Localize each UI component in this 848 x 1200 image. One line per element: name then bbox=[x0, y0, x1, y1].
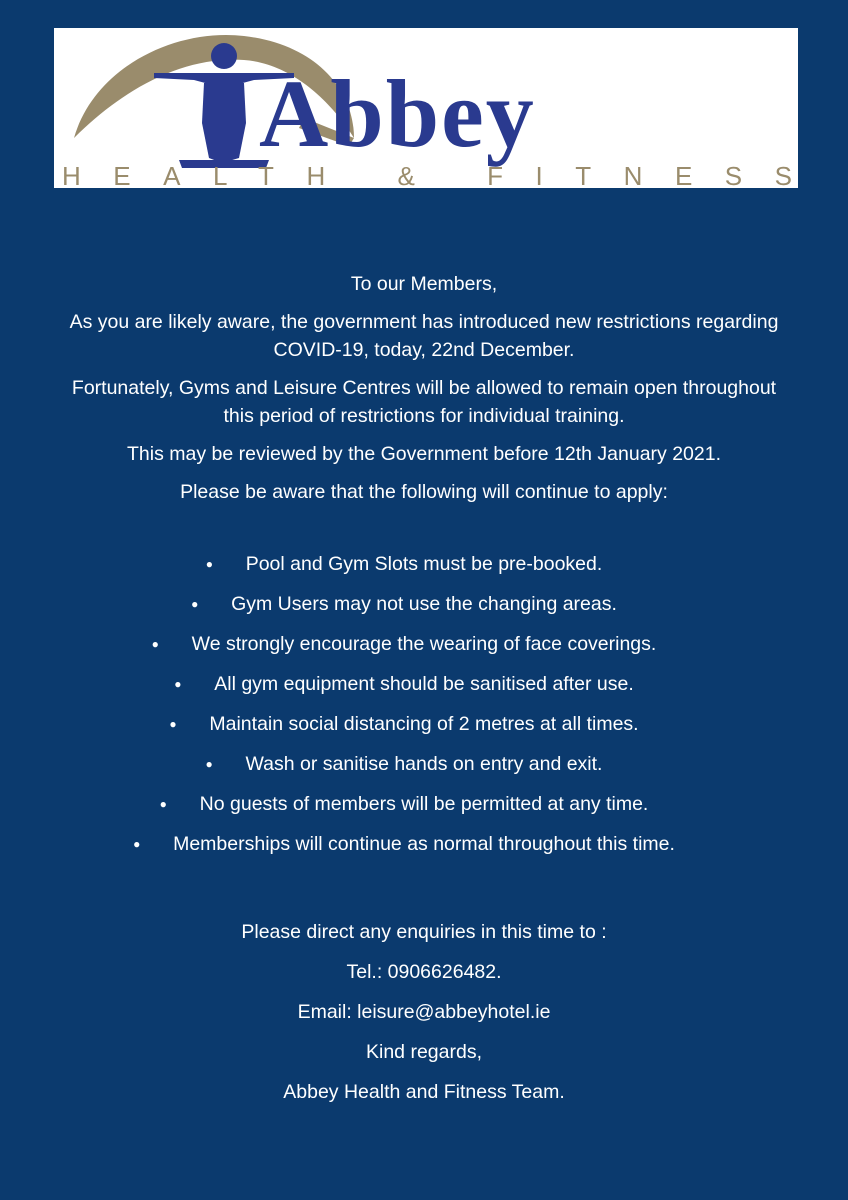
rule-text: Memberships will continue as normal throughout this time. bbox=[173, 833, 675, 855]
paragraph-review-date: This may be reviewed by the Government before 12th January 2021. bbox=[127, 443, 721, 465]
list-item: ● Maintain social distancing of 2 metres at all times. bbox=[169, 713, 639, 735]
paragraph-restrictions: As you are likely aware, the government has introduced new restrictions regarding COVID-19, today, 22nd December. bbox=[69, 311, 779, 361]
rule-text: We strongly encourage the wearing of face coverings. bbox=[191, 633, 657, 655]
list-item: ● Wash or sanitise hands on entry and exit. bbox=[205, 753, 603, 775]
rule-text: Maintain social distancing of 2 metres at all times. bbox=[209, 713, 639, 735]
signature: Abbey Health and Fitness Team. bbox=[283, 1081, 565, 1103]
paragraph-gyms-open: Fortunately, Gyms and Leisure Centres will be allowed to remain open throughout this period of restrictions for individual training. bbox=[71, 377, 777, 427]
rule-text: Gym Users may not use the changing areas. bbox=[231, 593, 617, 615]
letter-body bbox=[0, 270, 848, 1106]
contact-email: Email: leisure@abbeyhotel.ie bbox=[297, 1001, 551, 1023]
logo-wordmark: Abbey bbox=[259, 60, 536, 167]
list-item: ● No guests of members will be permitted at any time. bbox=[159, 793, 649, 815]
rule-text: All gym equipment should be sanitised after use. bbox=[214, 673, 634, 695]
logo-tagline: HEALTH & FITNESS bbox=[62, 161, 793, 188]
rules-list bbox=[0, 544, 848, 864]
contact-intro: Please direct any enquiries in this time to : bbox=[241, 921, 607, 943]
contact-phone: Tel.: 0906626482. bbox=[346, 961, 502, 983]
rule-text: No guests of members will be permitted at any time. bbox=[199, 793, 649, 815]
list-item: ● Pool and Gym Slots must be pre-booked. bbox=[205, 553, 603, 575]
list-item: ● All gym equipment should be sanitised after use. bbox=[174, 673, 634, 695]
logo-figure-head bbox=[211, 43, 237, 69]
list-item: ● Gym Users may not use the changing areas. bbox=[191, 593, 617, 615]
list-item: ● Memberships will continue as normal throughout this time. bbox=[133, 833, 675, 855]
logo bbox=[54, 28, 798, 188]
list-item: ● We strongly encourage the wearing of face coverings. bbox=[151, 633, 657, 655]
sign-off: Kind regards, bbox=[366, 1041, 482, 1063]
greeting: To our Members, bbox=[350, 273, 498, 295]
rule-text: Wash or sanitise hands on entry and exit. bbox=[245, 753, 603, 775]
paragraph-apply-intro: Please be aware that the following will continue to apply: bbox=[180, 481, 668, 503]
logo-figure-body bbox=[202, 83, 246, 163]
rule-text: Pool and Gym Slots must be pre-booked. bbox=[245, 553, 603, 575]
